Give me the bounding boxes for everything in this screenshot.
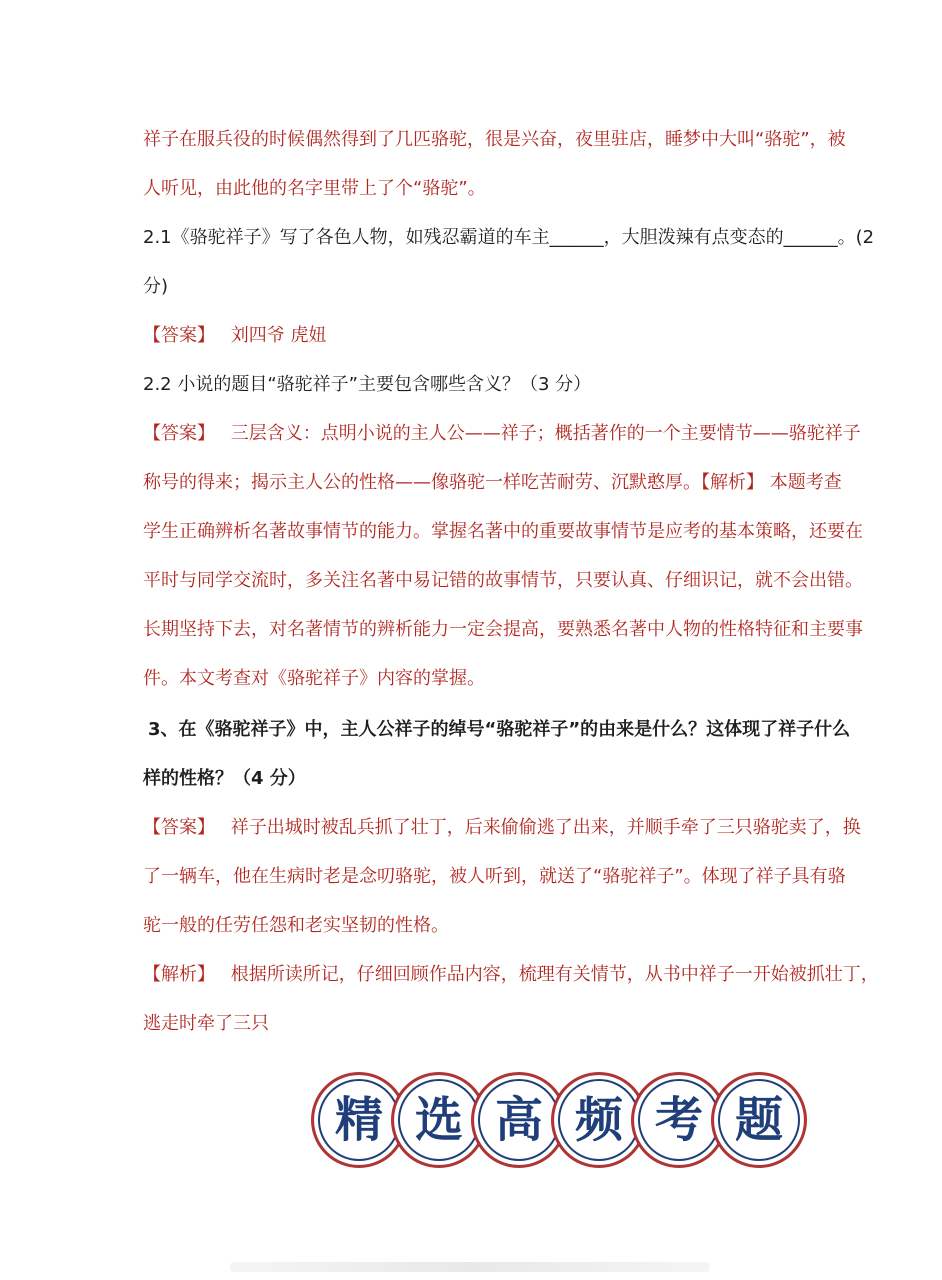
intro-line-1: 祥子在服兵役的时候偶然得到了几匹骆驼，很是兴奋，夜里驻店，睡梦中大叫“骆驼”，被 [143,129,846,150]
answer-2-2-line-5: 长期坚持下去，对名著情节的辨析能力一定会提高，要熟悉名著中人物的性格特征和主要事 [143,619,863,640]
answer-3-line-2: 了一辆车，他在生病时老是念叨骆驼，被人听到，就送了“骆驼祥子”。体现了祥子具有骆 [143,866,846,887]
intro-line-2: 人听见，由此他的名字里带上了个“骆驼”。 [143,178,486,199]
banner-char: 题 [734,1092,783,1148]
answer-tag: 【答案】 [143,325,215,346]
question-3-line-1: 3、在《骆驼祥子》中，主人公祥子的绰号“骆驼祥子”的由来是什么？这体现了祥子什么 [148,719,851,740]
answer-2-2-line-3: 学生正确辨析名著故事情节的能力。掌握名著中的重要故事情节是应考的基本策略，还要在 [143,521,863,542]
answer-tag: 【答案】 [143,423,215,444]
banner-char: 考 [654,1092,703,1148]
answer-2-2-line-6: 件。本文考查对《骆驼祥子》内容的掌握。 [143,668,485,689]
answer-text: 祥子出城时被乱兵抓了壮丁，后来偷偷逃了出来，并顺手牵了三只骆驼卖了，换 [230,817,861,838]
answer-2-1 [143,324,326,348]
banner-char: 高 [494,1092,543,1148]
question-3-line-2: 样的性格？（4 分） [143,768,306,789]
analysis-3-line-1 [143,963,879,987]
analysis-3-line-2: 逃走时牵了三只 [143,1013,269,1034]
answer-text: 刘四爷 虎妞 [230,325,327,346]
question-2-1-line-2: 分) [143,276,169,297]
banner-char: 精 [334,1092,383,1148]
answer-2-2-line-1 [143,422,861,446]
bottom-cropped-text-remnant [230,1262,710,1272]
answer-3-line-1 [143,816,861,840]
banner-badge-6 [711,1072,807,1168]
answer-3-line-3: 驼一般的任劳任怨和老实坚韧的性格。 [143,915,449,936]
analysis-tag: 【解析】 [143,964,215,985]
answer-2-2-line-2: 称号的得来；揭示主人公的性格——像骆驼一样吃苦耐劳、沉默憨厚。【解析】 本题考查 [143,472,842,493]
answer-2-2-line-4: 平时与同学交流时，多关注名著中易记错的故事情节，只要认真、仔细识记，就不会出错。 [143,570,863,591]
analysis-text: 根据所读所记，仔细回顾作品内容，梳理有关情节，从书中祥子一开始被抓壮丁， [230,964,879,985]
question-2-2: 2.2 小说的题目“骆驼祥子”主要包含哪些含义？（3 分） [143,374,592,395]
question-2-1-line-1: 2.1《骆驼祥子》写了各色人物，如残忍霸道的车主______，大胆泼辣有点变态的______。(2 [143,227,875,248]
answer-tag: 【答案】 [143,817,215,838]
banner-char: 选 [414,1092,463,1148]
banner-char: 频 [574,1092,623,1148]
answer-text: 三层含义：点明小说的主人公——祥子；概括著作的一个主要情节——骆驼祥子 [230,423,861,444]
banner-high-frequency-questions [311,1072,801,1170]
